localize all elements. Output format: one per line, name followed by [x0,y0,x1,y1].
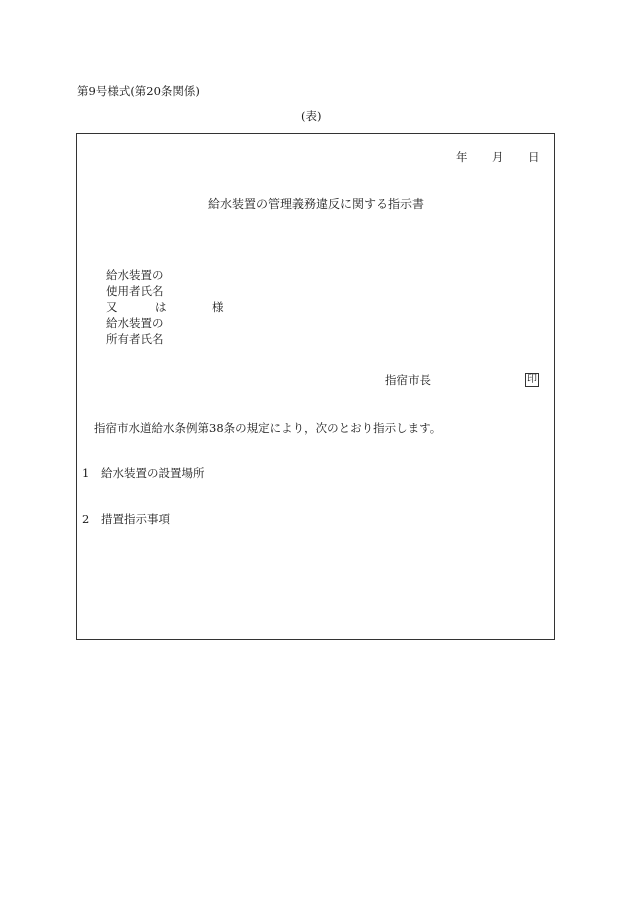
addressee-label-or-1: 又 [106,300,118,314]
item-instruction-details: 措置指示事項 [101,512,170,526]
date-month-label: 月 [492,150,504,164]
side-label: (表) [301,109,322,123]
honorific-sama: 様 [212,300,224,314]
addressee-label-line1: 給水装置の [106,268,164,282]
item-installation-location: 給水装置の設置場所 [101,466,205,480]
addressee-label-line5: 所有者氏名 [106,332,164,346]
addressee-label-or-2: は [155,300,167,314]
document-title: 給水装置の管理義務違反に関する指示書 [208,197,425,211]
seal-stamp-box: 印 [527,374,537,385]
item-number-2: 2 [82,512,90,526]
date-year-label: 年 [456,150,468,164]
addressee-label-line4: 給水装置の [106,316,164,330]
item-number-1: 1 [82,466,90,480]
date-day-label: 日 [528,150,540,164]
addressee-label-line2: 使用者氏名 [106,284,164,298]
form-number: 第9号様式(第20条関係) [77,84,200,98]
issuer-name: 指宿市長 [385,373,431,387]
body-text: 指宿市水道給水条例第38条の規定により，次のとおり指示します。 [94,421,442,435]
